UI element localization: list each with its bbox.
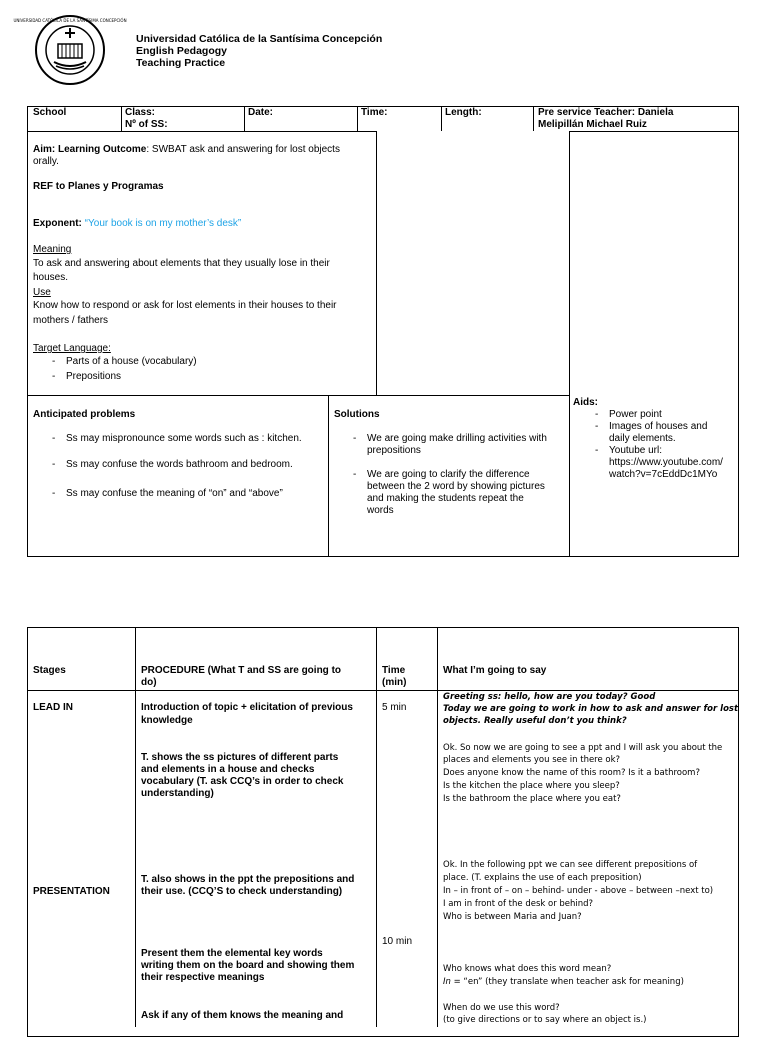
solutions-list: [351, 433, 547, 517]
procedure-1-line-1: Introduction of topic + elicitation of previous: [141, 702, 353, 713]
aid-3-line-1: Youtube url:: [609, 445, 663, 456]
say-1-line-2: Today we are going to work in how to ask and answer for lost: [443, 704, 739, 714]
university-seal: [13, 14, 127, 86]
length-label: Length:: [445, 107, 482, 118]
list-item: [593, 445, 723, 481]
aim-text-2: orally.: [33, 156, 59, 167]
teacher-label: Pre service Teacher: Daniela: [538, 107, 674, 118]
say-2-line-4: Is the kitchen the place where you sleep?: [443, 781, 620, 791]
aids-label: Aids:: [573, 397, 598, 408]
exponent-label: Exponent:: [33, 218, 82, 229]
aids-list: [593, 409, 723, 481]
time-header-1: Time: [382, 665, 406, 676]
say-5-line-1: When do we use this word?: [443, 1003, 560, 1013]
target-language-label: Target Language:: [33, 343, 111, 354]
date-label: Date:: [248, 107, 274, 118]
list-item: [351, 469, 547, 517]
list-item: - Power point: [593, 409, 723, 421]
solution-2-line-2: between the 2 word by showing pictures: [367, 481, 545, 492]
solution-1-line-2: prepositions: [367, 445, 421, 456]
stages-header: Stages: [33, 665, 66, 676]
stage-presentation: PRESENTATION: [33, 886, 110, 897]
meaning-text-2: houses.: [33, 272, 69, 283]
exponent-line: [33, 218, 241, 230]
procedure-4-line-1: Present them the elemental key words: [141, 948, 323, 959]
procedure-3-line-2: their use. (CCQ’S to check understanding): [141, 886, 343, 897]
say-3-line-2: place. (T. explains the use of each preposition): [443, 873, 642, 883]
say-2-line-3: Does anyone know the name of this room? Is it a bathroom?: [443, 768, 700, 778]
procedure-4-line-2: writing them on the board and showing them: [141, 960, 355, 971]
solution-1-line-1: We are going make drilling activities with: [367, 433, 547, 444]
problems-list: [50, 433, 302, 500]
stage-lead-in: LEAD IN: [33, 702, 73, 713]
list-item: - Ss may confuse the words bathroom and bedroom.: [50, 459, 302, 488]
exponent-text: “Your book is on my mother’s desk”: [84, 218, 242, 229]
university-name: Universidad Católica de la Santísima Concepción: [136, 33, 383, 45]
say-3-line-5: Who is between Maria and Juan?: [443, 912, 582, 922]
solution-2-line-3: and making the students repeat the: [367, 493, 524, 504]
procedure-5-line-1: Ask if any of them knows the meaning and: [141, 1010, 344, 1021]
use-label: Use: [33, 287, 51, 298]
time-presentation: 10 min: [382, 936, 413, 947]
say-4-rest: = “en” (they translate when teacher ask for meaning): [450, 977, 684, 987]
time-header-2: (min): [382, 677, 407, 688]
use-text-1: Know how to respond or ask for lost elements in their houses to their: [33, 300, 337, 311]
aim-text: : SWBAT ask and answering for lost objects: [146, 144, 340, 155]
teacher-name: Melipillán Michael Ruiz: [538, 119, 647, 130]
target-language-list: [50, 356, 197, 383]
list-item: [593, 421, 723, 445]
program-name: English Pedagogy: [136, 45, 228, 57]
procedure-2-line-2: and elements in a house and checks: [141, 764, 315, 775]
say-4-line-2: [443, 977, 684, 988]
say-4-line-1: Who knows what does this word mean?: [443, 964, 612, 974]
procedure-2-line-1: T. shows the ss pictures of different parts: [141, 752, 339, 763]
list-item: - Prepositions: [50, 371, 197, 383]
num-ss-label: Nº of SS:: [125, 119, 168, 130]
procedure-2-line-4: understanding): [141, 788, 214, 799]
say-2-line-2: places and elements you see in there ok?: [443, 755, 621, 765]
solutions-label: Solutions: [334, 409, 380, 420]
use-text-2: mothers / fathers: [33, 315, 109, 326]
anticipated-problems-label: Anticipated problems: [33, 409, 136, 420]
say-1-line-3: objects. Really useful don’t you think?: [443, 716, 627, 726]
say-5-line-2: (to give directions or to say where an object is.): [443, 1015, 647, 1025]
time-lead-in: 5 min: [382, 702, 407, 713]
list-item: - Parts of a house (vocabulary): [50, 356, 197, 371]
class-label: Class:: [125, 107, 156, 118]
say-2-line-1: Ok. So now we are going to see a ppt and I will ask you about the: [443, 743, 723, 753]
course-name: Teaching Practice: [136, 57, 226, 69]
procedure-3-line-1: T. also shows in the ppt the prepositions and: [141, 874, 355, 885]
list-item: - Ss may confuse the meaning of “on” and “above”: [50, 488, 302, 500]
aid-2-line-2: daily elements.: [609, 433, 676, 444]
say-4-italic: In: [443, 977, 451, 987]
procedure-header-2: do): [141, 677, 157, 688]
meaning-text-1: To ask and answering about elements that they usually lose in their: [33, 258, 330, 269]
aim-line: [33, 144, 340, 156]
list-item: - Ss may mispronounce some words such as : kitchen.: [50, 433, 302, 459]
say-1-line-1: Greeting ss: hello, how are you today? Good: [443, 692, 656, 702]
solution-2-line-1: We are going to clarify the difference: [367, 469, 530, 480]
say-3-line-1: Ok. In the following ppt we can see different prepositions of: [443, 860, 698, 870]
school-label: School: [33, 107, 67, 118]
list-item: [351, 433, 547, 469]
aid-3-line-2: https://www.youtube.com/: [609, 457, 723, 468]
meaning-label: Meaning: [33, 244, 72, 255]
procedure-header-1: PROCEDURE (What T and SS are going to: [141, 665, 342, 676]
procedure-4-line-3: their respective meanings: [141, 972, 265, 983]
say-2-line-5: Is the bathroom the place where you eat?: [443, 794, 621, 804]
procedure-1-line-2: knowledge: [141, 715, 193, 726]
ref-label: REF to Planes y Programas: [33, 181, 164, 192]
seal-text: UNIVERSIDAD CATÓLICA DE LA SANTÍSIMA CONCEPCIÓN: [13, 18, 127, 23]
procedure-2-line-3: vocabulary (T. ask CCQ’s in order to check: [141, 776, 344, 787]
solution-2-line-4: words: [367, 505, 394, 516]
aid-3-line-3: watch?v=7cEddDc1MYo: [609, 469, 718, 480]
aim-label: Aim: Learning Outcome: [33, 144, 147, 155]
aid-2-line-1: Images of houses and: [609, 421, 708, 432]
say-3-line-4: I am in front of the desk or behind?: [443, 899, 594, 909]
say-header: What I’m going to say: [443, 665, 547, 676]
say-3-line-3: In – in front of – on – behind- under - above – between –next to): [443, 886, 714, 896]
time-label: Time:: [361, 107, 388, 118]
